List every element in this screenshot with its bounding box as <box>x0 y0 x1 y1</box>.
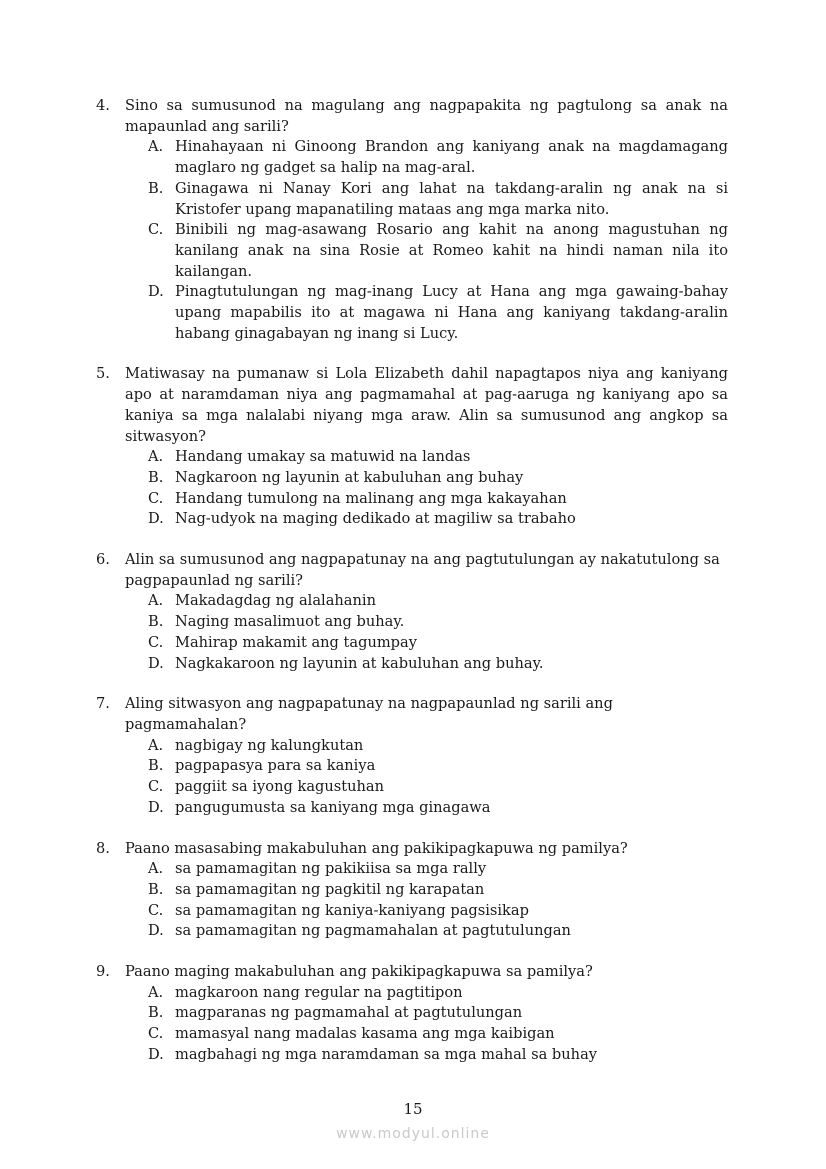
choice-letter: D. <box>148 510 164 528</box>
choice-text: Ginagawa ni Nanay Kori ang lahat na takdang-aralin ng anak na si Kristofer upang mapanatiling mataas ang mga marka nito. <box>175 179 728 218</box>
choice-letter: C. <box>148 489 164 507</box>
question-text: Matiwasay na pumanaw si Lola Elizabeth dahil napagtapos niya ang kaniyang apo at naramdaman niya ang pagmamahal at pag-aaruga ng kaniyang apo sa kaniya sa mga nalalabi niyang mga araw. Alin sa sumusunod ang angkop sa sitwasyon? <box>125 365 728 445</box>
question-text: Aling sitwasyon ang nagpapatunay na nagpapaunlad ng sarili ang pagmamahalan? <box>125 695 613 733</box>
choice-item <box>148 736 728 757</box>
choice-list <box>148 983 728 1066</box>
choice-text: paggiit sa iyong kagustuhan <box>175 778 385 796</box>
choice-text: sa pamamagitan ng pagmamahalan at pagtutulungan <box>175 922 571 940</box>
question-item <box>96 694 728 818</box>
choice-text: Mahirap makamit ang tagumpay <box>175 633 417 651</box>
choice-item <box>148 447 728 468</box>
choice-text: sa pamamagitan ng pakikiisa sa mga rally <box>175 860 487 878</box>
page-number: 15 <box>403 1100 423 1118</box>
choice-item <box>148 179 728 220</box>
choice-item <box>148 921 728 942</box>
choice-text: magkaroon nang regular na pagtitipon <box>175 983 463 1001</box>
question-number: 4. <box>96 97 110 114</box>
question-text: Paano maging makabuluhan ang pakikipagkapuwa sa pamilya? <box>125 963 593 981</box>
choice-item <box>148 137 728 178</box>
question-text: Sino sa sumusunod na magulang ang nagpapakita ng pagtulong sa anak na mapaunlad ang sarili? <box>125 97 728 135</box>
watermark: www.modyul.online <box>336 1126 490 1142</box>
choice-letter: C. <box>148 778 164 796</box>
question-item <box>96 962 728 1066</box>
choice-letter: D. <box>148 654 164 672</box>
choice-letter: A. <box>148 736 164 754</box>
choice-item <box>148 220 728 282</box>
choice-item <box>148 654 728 675</box>
choice-text: Nagkaroon ng layunin at kabuluhan ang buhay <box>175 468 524 486</box>
choice-letter: A. <box>148 860 164 878</box>
choice-letter: A. <box>148 983 164 1001</box>
choice-item <box>148 612 728 633</box>
choice-item <box>148 859 728 880</box>
choice-text: Pinagtutulungan ng mag-inang Lucy at Hana ang mga gawaing-bahay upang mapabilis ito at magawa ni Hana ang kaniyang takdang-aralin habang ginagabayan ng inang si Lucy. <box>175 283 728 342</box>
choice-text: Binibili ng mag-asawang Rosario ang kahit na anong magustuhan ng kanilang anak na sina Rosie at Romeo kahit na hindi naman nila ito kailangan. <box>175 221 728 280</box>
choice-text: Naging masalimuot ang buhay. <box>175 613 405 631</box>
choice-letter: A. <box>148 448 164 466</box>
choice-letter: B. <box>148 179 164 197</box>
choice-text: magbahagi ng mga naramdaman sa mga mahal sa buhay <box>175 1045 598 1063</box>
choice-letter: D. <box>148 922 164 940</box>
choice-item <box>148 591 728 612</box>
choice-letter: B. <box>148 613 164 631</box>
choice-list <box>148 736 728 819</box>
question-item <box>96 364 728 530</box>
choice-item <box>148 756 728 777</box>
choice-item <box>148 901 728 922</box>
choice-item <box>148 798 728 819</box>
choice-text: Makadagdag ng alalahanin <box>175 592 376 610</box>
choice-text: Nagkakaroon ng layunin at kabuluhan ang buhay. <box>175 654 544 672</box>
choice-item <box>148 633 728 654</box>
choice-text: pagpapasya para sa kaniya <box>175 757 376 775</box>
choice-text: mamasyal nang madalas kasama ang mga kaibigan <box>175 1025 555 1043</box>
choice-item <box>148 489 728 510</box>
choice-letter: D. <box>148 1045 164 1063</box>
choice-letter: C. <box>148 633 164 651</box>
choice-letter: B. <box>148 757 164 775</box>
choice-list <box>148 137 728 344</box>
choice-letter: D. <box>148 798 164 816</box>
question-number: 9. <box>96 963 110 981</box>
choice-item <box>148 880 728 901</box>
question-number: 8. <box>96 839 110 857</box>
choice-letter: C. <box>148 901 164 919</box>
choice-letter: B. <box>148 468 164 486</box>
choice-text: Nag-udyok na maging dedikado at magiliw sa trabaho <box>175 510 576 528</box>
choice-letter: D. <box>148 283 164 301</box>
choice-text: Handang umakay sa matuwid na landas <box>175 448 471 466</box>
choice-item <box>148 282 728 344</box>
choice-item <box>148 1045 728 1066</box>
choice-letter: B. <box>148 1004 164 1022</box>
choice-list <box>148 447 728 530</box>
question-list <box>96 96 728 1086</box>
choice-list <box>148 859 728 942</box>
choice-item <box>148 983 728 1004</box>
choice-letter: A. <box>148 138 164 156</box>
question-item <box>96 96 728 344</box>
choice-letter: B. <box>148 880 164 898</box>
choice-text: sa pamamagitan ng pagkitil ng karapatan <box>175 880 485 898</box>
choice-item <box>148 509 728 530</box>
question-item <box>96 550 728 674</box>
choice-item <box>148 1024 728 1045</box>
choice-text: Handang tumulong na malinang ang mga kakayahan <box>175 489 567 507</box>
choice-text: nagbigay ng kalungkutan <box>175 736 364 754</box>
choice-text: sa pamamagitan ng kaniya-kaniyang pagsisikap <box>175 901 529 919</box>
choice-letter: C. <box>148 1025 164 1043</box>
question-number: 5. <box>96 365 110 383</box>
choice-letter: A. <box>148 592 164 610</box>
choice-text: pangugumusta sa kaniyang mga ginagawa <box>175 798 491 816</box>
choice-text: Hinahayaan ni Ginoong Brandon ang kaniyang anak na magdamagang maglaro ng gadget sa halip na mag-aral. <box>175 138 728 177</box>
choice-letter: C. <box>148 221 164 239</box>
choice-item <box>148 1003 728 1024</box>
choice-item <box>148 468 728 489</box>
question-number: 7. <box>96 695 110 713</box>
question-number: 6. <box>96 551 110 569</box>
question-text: Alin sa sumusunod ang nagpapatunay na ang pagtutulungan ay nakatutulong sa pagpapaunlad ng sarili? <box>125 551 720 589</box>
question-item <box>96 839 728 943</box>
choice-list <box>148 591 728 674</box>
question-text: Paano masasabing makabuluhan ang pakikipagkapuwa ng pamilya? <box>125 839 628 857</box>
choice-item <box>148 777 728 798</box>
choice-text: magparanas ng pagmamahal at pagtutulungan <box>175 1004 523 1022</box>
